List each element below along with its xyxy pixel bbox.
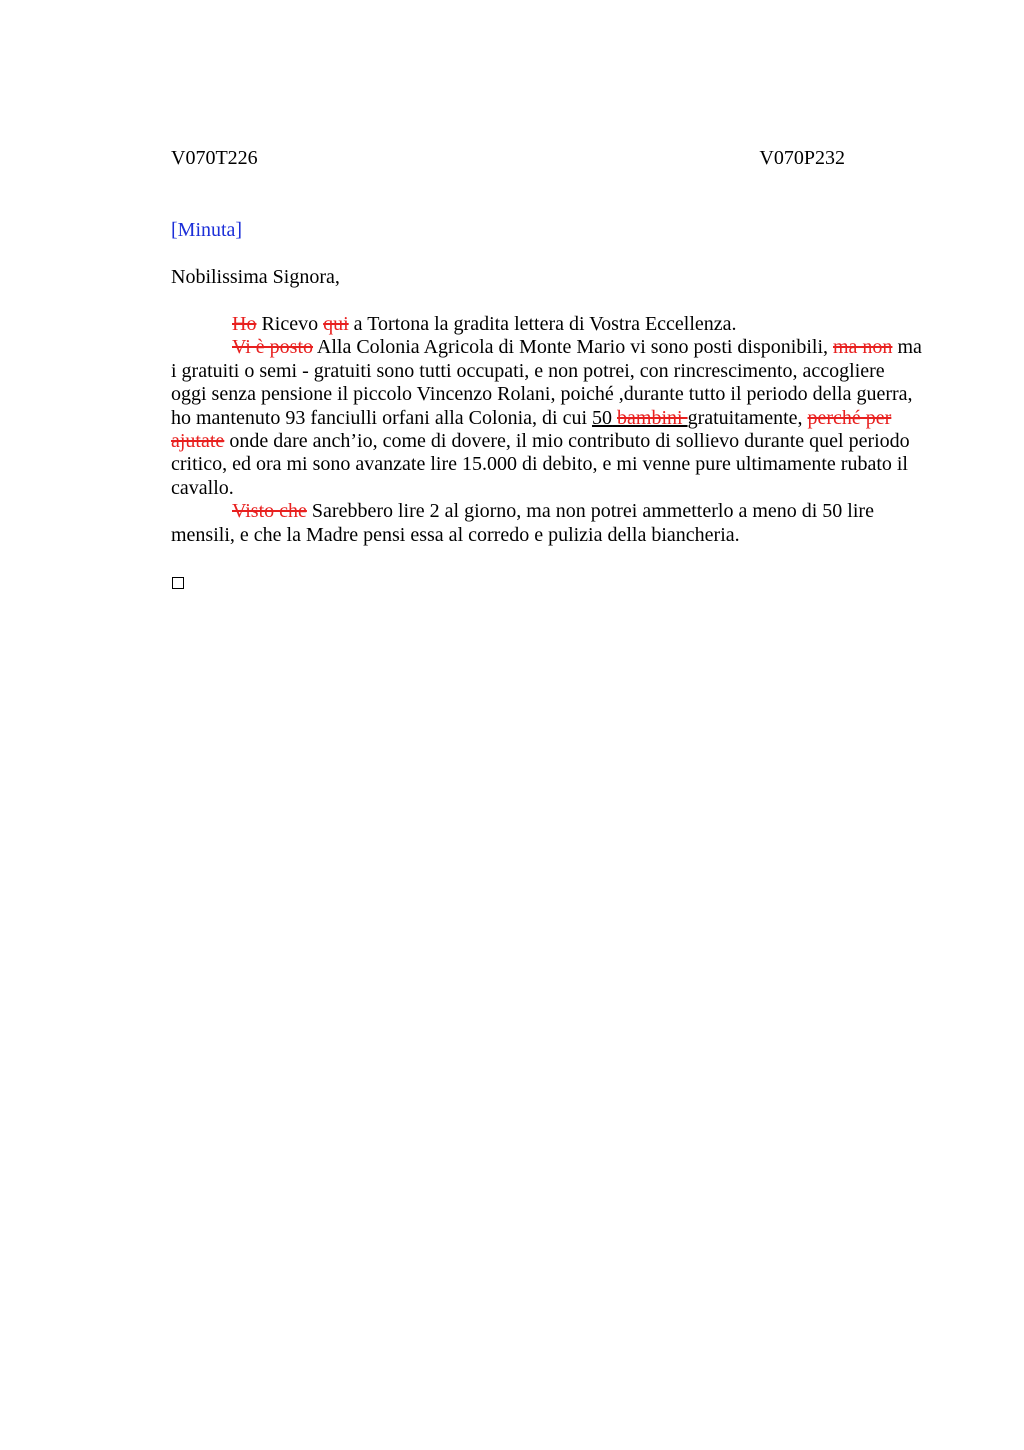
body-text-segment: gratuitamente, (687, 406, 808, 429)
body-text-segment: onde dare anch’io, come di dovere, il mio contributo di sollievo durante quel periodo critico, ed ora mi sono avanzate lire 15.000 di debito, e mi venne pure ultimamente rubato il cavallo. (171, 430, 910, 499)
deleted-text: Visto che (232, 500, 307, 523)
editor-note: [Minuta] (171, 219, 243, 241)
deleted-text: ma non (833, 336, 893, 359)
deleted-text: perché per ajutate (171, 406, 892, 453)
body-text-segment: Alla Colonia Agricola di Monte Mario vi sono posti disponibili, (313, 336, 833, 359)
body-text-segment: Sarebbero lire 2 al giorno, ma non potrei ammetterlo a meno di 50 lire mensili, e che la Madre pensi essa al corredo e pulizia della biancheria. (171, 500, 874, 546)
paragraph-1 (171, 313, 923, 336)
deleted-text: qui (323, 313, 349, 335)
paragraph-3 (171, 500, 923, 547)
header-left-code: V070T226 (171, 147, 258, 169)
underlined-number: 50 (592, 406, 613, 429)
body-text-segment: ma i gratuiti o semi - gratuiti sono tutti occupati, e non potrei, con rincrescimento, accogliere oggi senza pensione il piccolo Vincenzo Rolani, poiché ,durante tutto il periodo della guerra, ho mantenuto 93 fanciulli orfani alla Colonia, di cui (171, 336, 922, 429)
body-text-segment: a Tortona la gradita lettera di Vostra Eccellenza. (348, 313, 737, 335)
salutation: Nobilissima Signora, (171, 266, 340, 288)
body-text-segment: Ricevo (256, 313, 324, 335)
deleted-text: bambini (617, 406, 688, 429)
paragraph-2 (171, 336, 923, 500)
letter-body (171, 313, 923, 547)
empty-square-icon (172, 577, 184, 589)
underlined-text (592, 407, 688, 429)
header-right-code: V070P232 (759, 147, 845, 169)
deleted-text: Ho (232, 313, 257, 335)
deleted-text: Vi è posto (232, 336, 314, 359)
document-header (171, 147, 845, 170)
